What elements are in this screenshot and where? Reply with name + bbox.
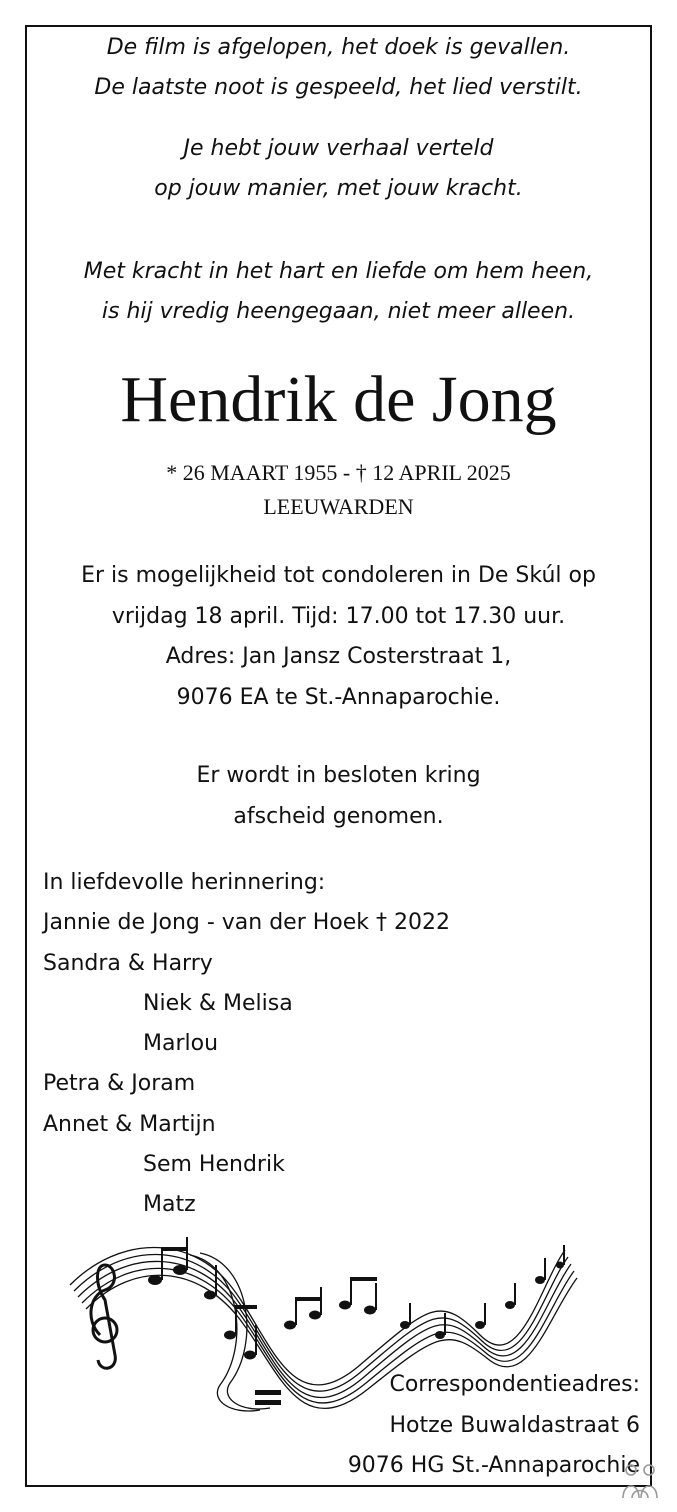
family-member: Niek & Melisa [143,990,293,1016]
family-member: Sandra & Harry [43,950,213,976]
life-dates [0,456,677,524]
poem-line: De film is afgelopen, het doek is gevallen. [106,35,571,60]
place-of-death: LEEUWARDEN [263,494,414,519]
condolence-line: 9076 EA te St.-Annaparochie. [176,684,501,710]
family-member: Jannie de Jong - van der Hoek † 2022 [43,910,450,936]
poem-stanza-3 [0,252,677,332]
correspondence-address [348,1365,640,1487]
family-logo-icon [618,1460,664,1500]
condolence-line: Er is mogelijkheid tot condoleren in De Skúl op [81,563,596,588]
family-member: Sem Hendrik [143,1152,285,1178]
family-member: Annet & Martijn [43,1111,216,1137]
poem-stanza-1 [0,28,677,108]
correspondence-street: Hotze Buwaldastraat 6 [389,1412,640,1438]
poem-line: is hij vredig heengegaan, niet meer alleen. [101,299,576,324]
family-heading: In liefdevolle herinnering: [43,870,326,895]
birth-death-dates: * 26 MAART 1955 - † 12 APRIL 2025 [166,460,511,485]
deceased-name: Hendrik de Jong [120,363,557,436]
farewell-note [0,756,677,837]
family-list [43,863,450,1226]
poem-line: De laatste noot is gespeeld, het lied verstilt. [94,75,583,100]
farewell-line: Er wordt in besloten kring [196,763,481,788]
family-member: Petra & Joram [43,1071,196,1097]
condolence-line: Adres: Jan Jansz Costerstraat 1, [165,644,512,669]
condolence-line: vrijdag 18 april. Tijd: 17.00 tot 17.30 uur. [111,603,566,629]
correspondence-city: 9076 HG St.-Annaparochie [347,1453,640,1478]
condolence-info [0,556,677,718]
poem-stanza-2 [0,129,677,209]
family-member: Matz [143,1192,196,1218]
farewell-line: afscheid genomen. [233,803,444,829]
poem-line: Je hebt jouw verhaal verteld [183,136,494,161]
poem-line: Met kracht in het hart en liefde om hem heen, [83,259,594,284]
poem-line: op jouw manier, met jouw kracht. [154,176,523,201]
correspondence-label: Correspondentieadres: [389,1372,640,1397]
family-member: Marlou [143,1031,219,1057]
